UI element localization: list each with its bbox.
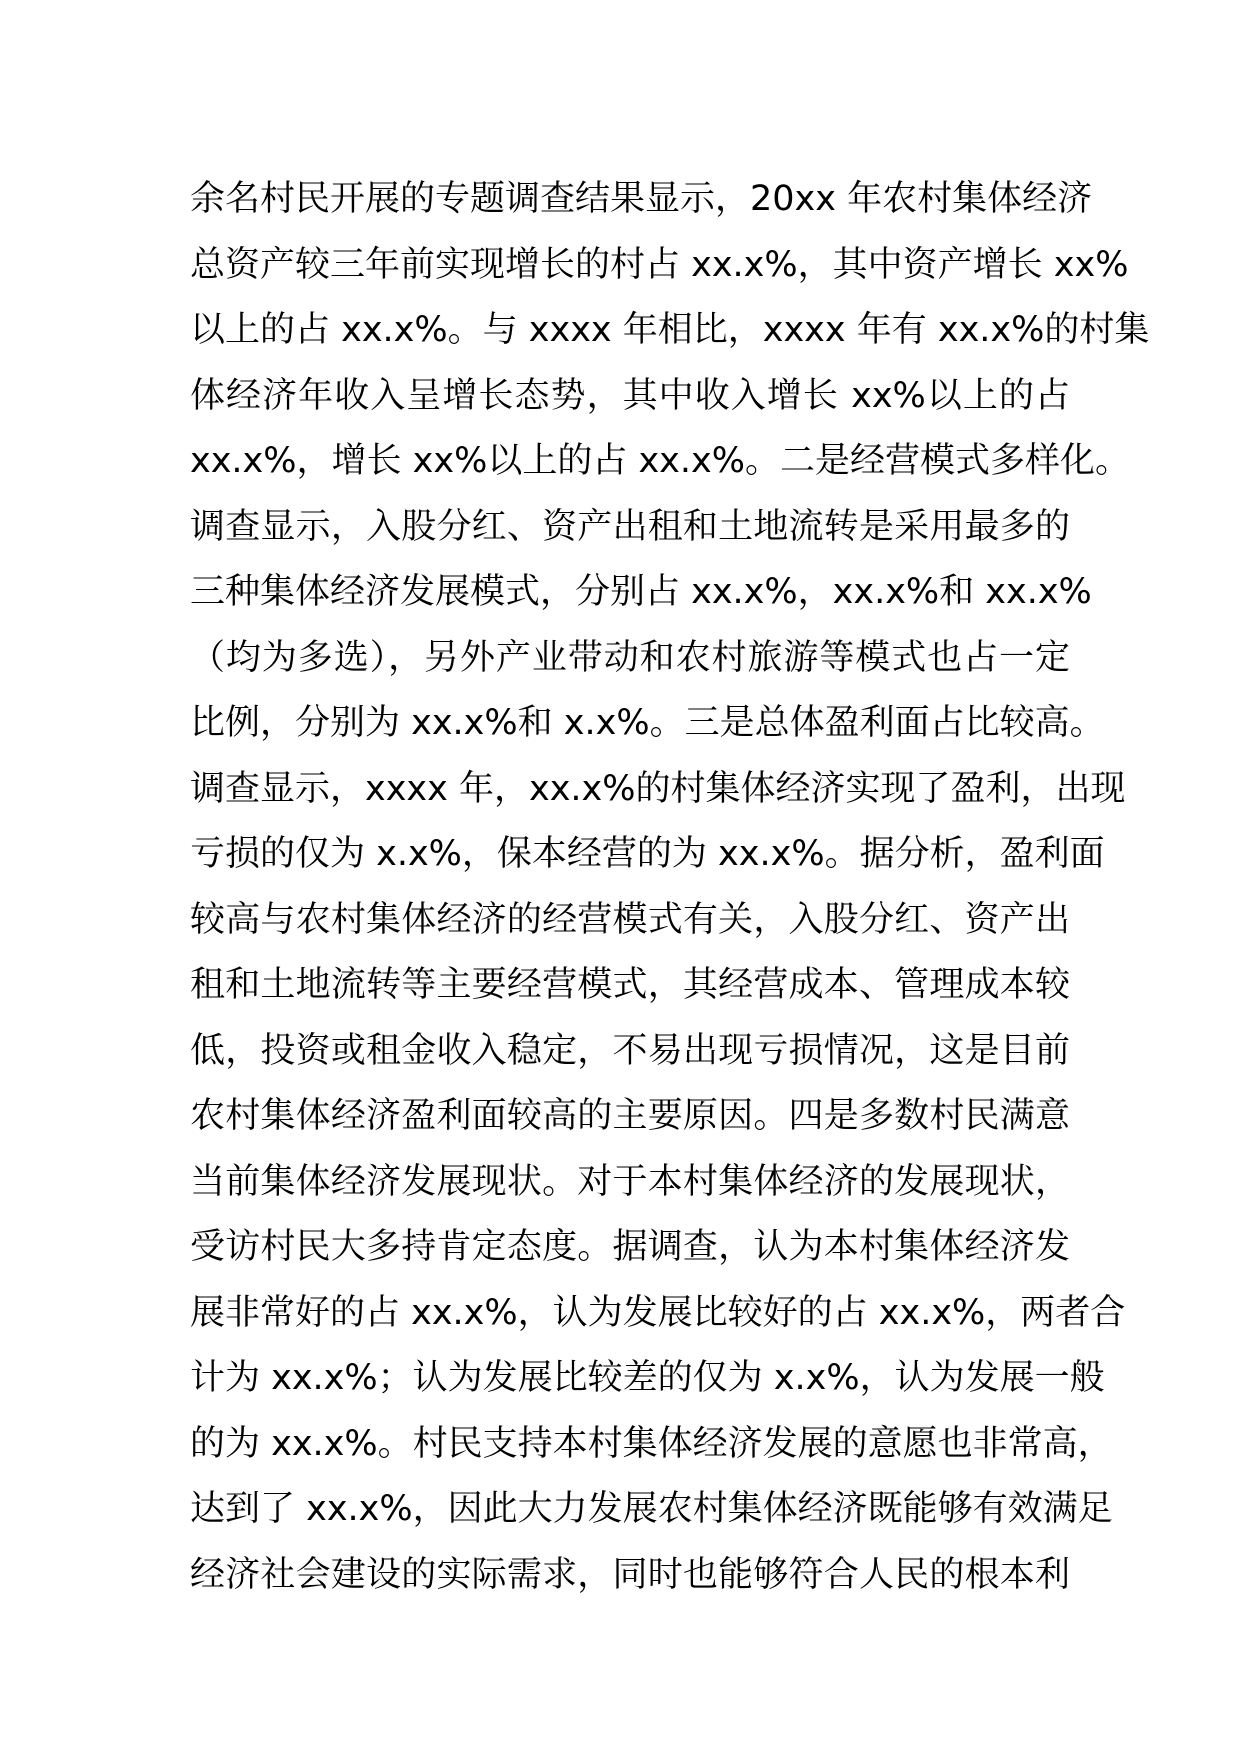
text-line: 比例，分别为 xx.x%和 x.x%。三是总体盈利面占比较高。 [190,703,1105,743]
text-line: xx.x%，增长 xx%以上的占 xx.x%。二是经营模式多样化。 [190,441,1130,481]
text-line: 较高与农村集体经济的经营模式有关，入股分红、资产出 [190,899,1070,940]
text-line: 经济社会建设的实际需求，同时也能够符合人民的根本利 [190,1554,1070,1595]
text-line: 体经济年收入呈增长态势，其中收入增长 xx%以上的占 [190,375,1070,416]
text-line: 三种集体经济发展模式，分别占 xx.x%，xx.x%和 xx.x% [190,572,1092,612]
text-line: 农村集体经济盈利面较高的主要原因。四是多数村民满意 [190,1096,1070,1136]
text-line: （均为多选），另外产业带动和农村旅游等模式也占一定 [190,637,1070,678]
text-line: 展非常好的占 xx.x%，认为发展比较好的占 xx.x%，两者合 [190,1292,1126,1333]
text-line: 低，投资或租金收入稳定，不易出现亏损情况，这是目前 [190,1030,1070,1071]
body-paragraph [190,167,1150,1608]
text-line: 计为 xx.x%；认为发展比较差的仅为 x.x%，认为发展一般 [190,1358,1105,1398]
text-line: 余名村民开展的专题调查结果显示，20xx 年农村集体经济 [190,179,1093,219]
text-line: 的为 xx.x%。村民支持本村集体经济发展的意愿也非常高， [190,1423,1113,1464]
text-line: 亏损的仅为 x.x%，保本经营的为 xx.x%。据分析，盈利面 [190,834,1105,874]
text-line: 以上的占 xx.x%。与 xxxx 年相比，xxxx 年有 xx.x%的村集 [190,310,1150,350]
text-line: 调查显示，入股分红、资产出租和土地流转是采用最多的 [190,506,1070,547]
text-line: 总资产较三年前实现增长的村占 xx.x%，其中资产增长 xx% [190,244,1129,285]
text-line: 调查显示，xxxx 年，xx.x%的村集体经济实现了盈利，出现 [190,768,1126,809]
text-line: 当前集体经济发展现状。对于本村集体经济的发展现状， [190,1161,1070,1202]
text-line: 受访村民大多持肯定态度。据调查，认为本村集体经济发 [190,1227,1070,1267]
text-line: 租和土地流转等主要经营模式，其经营成本、管理成本较 [190,965,1070,1005]
text-line: 达到了 xx.x%，因此大力发展农村集体经济既能够有效满足 [190,1489,1113,1529]
